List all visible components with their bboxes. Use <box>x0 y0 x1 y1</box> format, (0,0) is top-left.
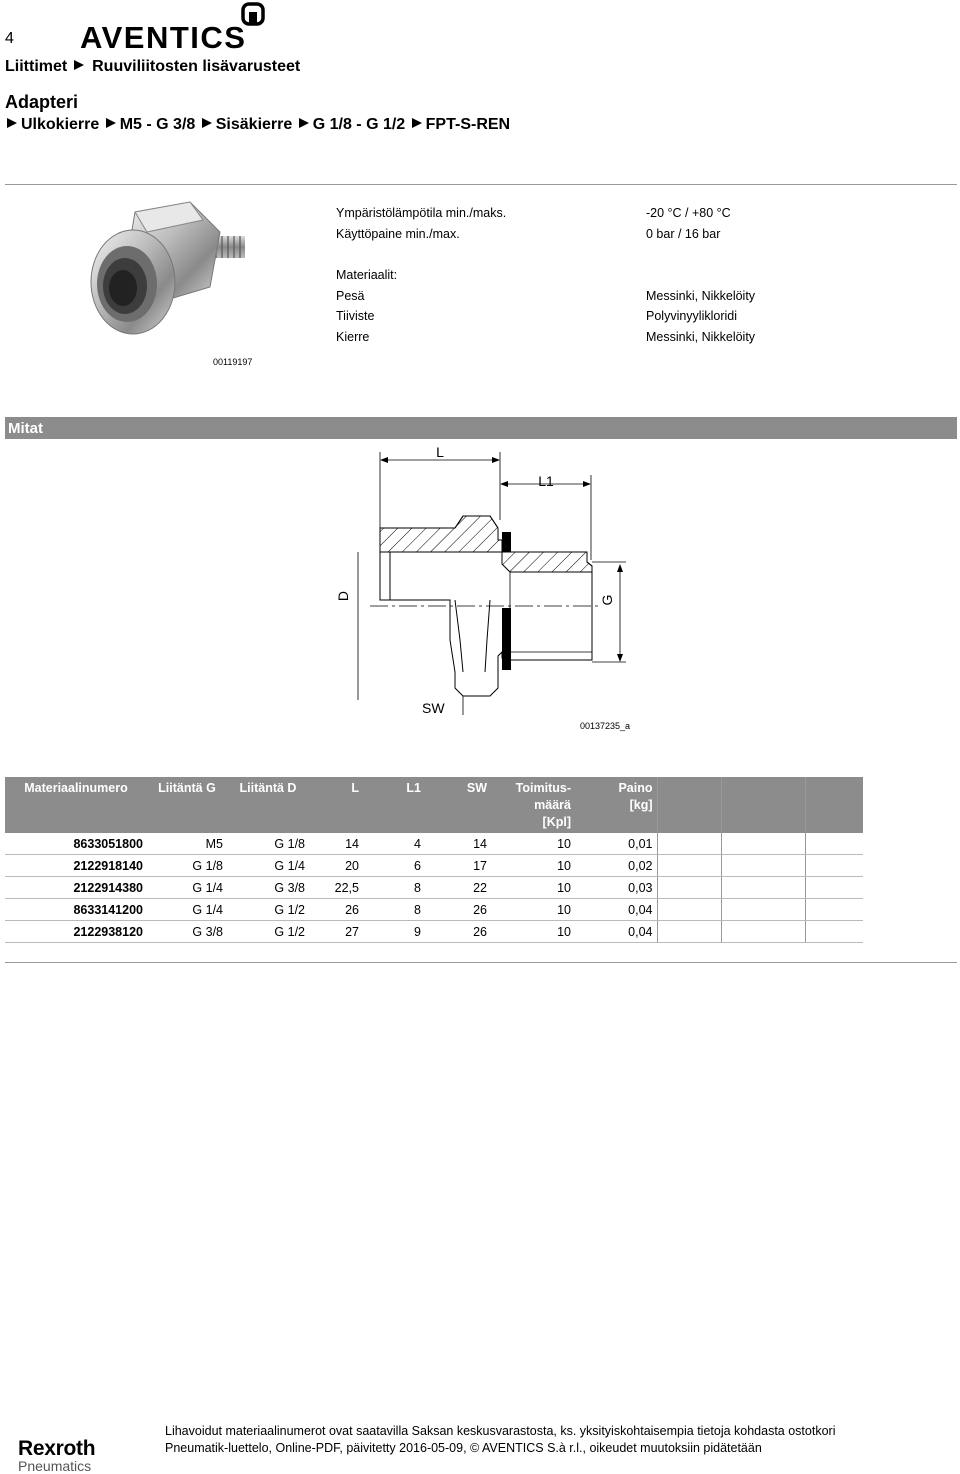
aventics-logo <box>80 2 270 52</box>
triangle-right-icon <box>74 60 84 70</box>
parts-table <box>5 777 863 943</box>
spec-label: Käyttöpaine min./max. <box>336 227 460 241</box>
col-header: Liitäntä D <box>227 777 309 833</box>
col-header-empty <box>721 777 805 833</box>
rexroth-logo-sub: Pneumatics <box>18 1458 92 1474</box>
table-row: 2122938120 G 3/8 G 1/2 27 9 26 10 0,04 <box>5 921 863 943</box>
table-row: 8633051800 M5 G 1/8 14 4 14 10 0,01 <box>5 833 863 855</box>
triangle-right-icon <box>202 118 212 128</box>
product-path: Ulkokierre M5 - G 3/8 Sisäkierre G 1/8 - G 1/2 FPT-S-REN <box>5 116 510 134</box>
spec-value: -20 °C / +80 °C <box>646 206 731 220</box>
dimension-drawing <box>330 440 660 740</box>
material-value: Messinki, Nikkelöity <box>646 289 756 303</box>
breadcrumb <box>5 58 300 76</box>
col-header-empty <box>657 777 721 833</box>
section-header-bar <box>5 417 957 439</box>
table-header-row <box>5 777 863 833</box>
triangle-right-icon <box>412 118 422 128</box>
table-row: 2122914380 G 1/4 G 3/8 22,5 8 22 10 0,03 <box>5 877 863 899</box>
triangle-right-icon <box>299 118 309 128</box>
spec-label: Ympäristölämpötila min./maks. <box>336 206 507 220</box>
divider <box>5 962 957 963</box>
rexroth-logo: Rexroth <box>18 1437 96 1460</box>
page-title: Adapteri <box>5 92 79 112</box>
col-header: L1 <box>363 777 425 833</box>
material-label: Kierre <box>336 330 370 344</box>
col-header: Materiaalinumero <box>5 777 147 833</box>
brand-text: AVENTICS <box>80 20 247 52</box>
breadcrumb-item[interactable]: Liittimet <box>5 58 68 75</box>
table-row: 8633141200 G 1/4 G 1/2 26 8 26 10 0,04 <box>5 899 863 921</box>
col-header: Liitäntä G <box>147 777 227 833</box>
dim-label-G: G <box>599 594 615 606</box>
materials-heading: Materiaalit: <box>336 268 398 282</box>
dim-label-L1: L1 <box>538 473 554 489</box>
image-code: 00119197 <box>213 357 253 367</box>
col-header: L <box>309 777 363 833</box>
drawing-code: 00137235_a <box>580 721 631 731</box>
triangle-right-icon <box>106 118 116 128</box>
product-photo <box>85 192 255 352</box>
footer-note: Lihavoidut materiaalinumerot ovat saatavilla Saksan keskusvarastosta, ks. yksityiskohtaisempia tietoja kohdasta ostotkori <box>165 1424 836 1438</box>
col-header: Toimitus- määrä [Kpl] <box>491 777 575 833</box>
material-value: Messinki, Nikkelöity <box>646 330 756 344</box>
spec-value: 0 bar / 16 bar <box>646 227 721 241</box>
material-value: Polyvinyylikloridi <box>646 309 737 323</box>
divider <box>5 184 957 185</box>
dim-label-SW: SW <box>422 700 445 716</box>
dim-label-L: L <box>436 444 444 460</box>
col-header-empty <box>805 777 863 833</box>
page-number: 4 <box>5 30 14 47</box>
triangle-right-icon <box>7 118 17 128</box>
table-row: 2122918140 G 1/8 G 1/4 20 6 17 10 0,02 <box>5 855 863 877</box>
material-label: Pesä <box>336 289 365 303</box>
footer-note: Pneumatik-luettelo, Online-PDF, päivitetty 2016-05-09, © AVENTICS S.à r.l., oikeudet muutoksiin pidätetään <box>165 1441 762 1455</box>
breadcrumb-item[interactable]: Ruuviliitosten lisävarusteet <box>92 58 301 75</box>
col-header: SW <box>425 777 491 833</box>
material-label: Tiiviste <box>336 309 375 323</box>
col-header: Paino [kg] <box>575 777 657 833</box>
dim-label-D: D <box>335 590 351 602</box>
section-title: Mitat <box>8 420 43 437</box>
